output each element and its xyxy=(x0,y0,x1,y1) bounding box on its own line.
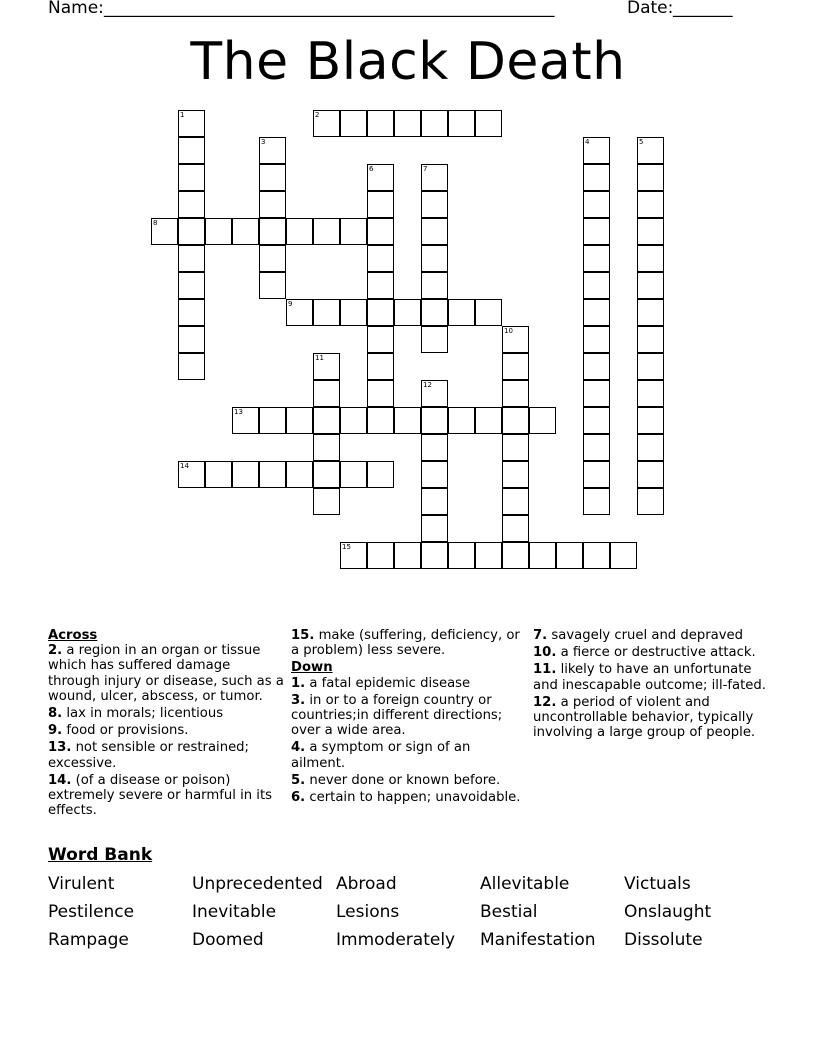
clue-number: 12 xyxy=(423,381,432,389)
crossword-cell[interactable] xyxy=(556,542,583,569)
crossword-cell[interactable] xyxy=(502,407,529,434)
word-bank-item: Allevitable xyxy=(480,874,570,894)
clue-number: 8 xyxy=(153,219,158,227)
crossword-cell[interactable] xyxy=(475,299,502,326)
clue-number: 11 xyxy=(315,354,324,362)
crossword-cell[interactable] xyxy=(637,407,664,434)
crossword-cell[interactable] xyxy=(340,218,367,245)
down-heading: Down xyxy=(291,660,333,676)
crossword-cell[interactable] xyxy=(178,326,205,353)
crossword-cell[interactable] xyxy=(583,272,610,299)
clue-down-1: 1. a fatal epidemic disease xyxy=(291,675,471,691)
crossword-cell[interactable] xyxy=(502,461,529,488)
crossword-cell[interactable] xyxy=(583,380,610,407)
crossword-cell[interactable] xyxy=(421,326,448,353)
crossword-cell[interactable] xyxy=(475,542,502,569)
crossword-cell[interactable] xyxy=(637,191,664,218)
word-bank-item: Victuals xyxy=(624,874,691,894)
crossword-cell[interactable] xyxy=(340,461,367,488)
crossword-cell[interactable] xyxy=(394,299,421,326)
crossword-cell[interactable] xyxy=(178,164,205,191)
crossword-cell[interactable] xyxy=(205,218,232,245)
crossword-cell[interactable] xyxy=(583,299,610,326)
clue-number: 1 xyxy=(180,111,185,119)
crossword-cell[interactable] xyxy=(367,407,394,434)
word-bank xyxy=(48,873,768,951)
crossword-cell[interactable] xyxy=(529,542,556,569)
crossword-cell[interactable] xyxy=(367,164,394,191)
clue-number: 2 xyxy=(315,111,320,119)
clue-down-6: 6. certain to happen; unavoidable. xyxy=(291,790,521,806)
crossword-cell[interactable] xyxy=(583,191,610,218)
crossword-cell[interactable] xyxy=(421,218,448,245)
crossword-cell[interactable] xyxy=(421,272,448,299)
crossword-cell[interactable] xyxy=(340,299,367,326)
crossword-cell[interactable] xyxy=(259,272,286,299)
crossword-cell[interactable] xyxy=(637,164,664,191)
crossword-cell[interactable] xyxy=(637,380,664,407)
crossword-cell[interactable] xyxy=(259,407,286,434)
crossword-cell[interactable] xyxy=(583,434,610,461)
crossword-cell[interactable] xyxy=(421,380,448,407)
clue-number: 10 xyxy=(504,327,513,335)
clue-across-14: 14. (of a disease or poison) extremely severe or harmful in its effects. xyxy=(48,772,272,819)
crossword-cell[interactable] xyxy=(421,191,448,218)
crossword-cell[interactable] xyxy=(178,137,205,164)
crossword-cell[interactable] xyxy=(583,218,610,245)
crossword-cell[interactable] xyxy=(259,218,286,245)
word-bank-title: Word Bank xyxy=(48,845,153,865)
crossword-cell[interactable] xyxy=(637,272,664,299)
clue-down-5: 5. never done or known before. xyxy=(291,772,501,788)
clue-down-7: 7. savagely cruel and depraved xyxy=(533,628,744,643)
clue-number: 6 xyxy=(369,165,374,173)
crossword-cell[interactable] xyxy=(313,110,340,137)
clue-number: 13 xyxy=(234,408,243,416)
clue-number: 9 xyxy=(288,300,293,308)
word-bank-item: Rampage xyxy=(48,930,129,950)
crossword-cell[interactable] xyxy=(367,461,394,488)
crossword-cell[interactable] xyxy=(394,407,421,434)
crossword-cell[interactable] xyxy=(259,191,286,218)
word-bank-item: Doomed xyxy=(192,930,264,950)
crossword-cell[interactable] xyxy=(286,299,313,326)
crossword-cell[interactable] xyxy=(151,218,178,245)
word-bank-item: Unprecedented xyxy=(192,874,323,894)
clue-number: 5 xyxy=(639,138,644,146)
crossword-cell[interactable] xyxy=(313,488,340,515)
crossword-cell[interactable] xyxy=(610,542,637,569)
crossword-cell[interactable] xyxy=(178,110,205,137)
clues-column-1 xyxy=(48,628,284,820)
crossword-cell[interactable] xyxy=(232,461,259,488)
crossword-cell[interactable] xyxy=(421,245,448,272)
name-field[interactable]: _____________________________________________________ xyxy=(104,0,555,18)
crossword-cell[interactable] xyxy=(313,434,340,461)
crossword-cell[interactable] xyxy=(637,299,664,326)
crossword-cell[interactable] xyxy=(286,407,313,434)
crossword-cell[interactable] xyxy=(448,110,475,137)
crossword-cell[interactable] xyxy=(502,353,529,380)
crossword-cell[interactable] xyxy=(367,191,394,218)
crossword-cell[interactable] xyxy=(205,461,232,488)
word-bank-item: Immoderately xyxy=(336,930,456,950)
crossword-cell[interactable] xyxy=(178,353,205,380)
crossword-cell[interactable] xyxy=(421,515,448,542)
crossword-cell[interactable] xyxy=(367,353,394,380)
crossword-cell[interactable] xyxy=(259,245,286,272)
crossword-cell[interactable] xyxy=(637,488,664,515)
clue-number: 7 xyxy=(423,165,428,173)
crossword-cell[interactable] xyxy=(637,434,664,461)
crossword-cell[interactable] xyxy=(367,272,394,299)
crossword-cell[interactable] xyxy=(367,380,394,407)
clue-across-8: 8. lax in morals; licentious xyxy=(48,706,224,722)
date-label: Date: xyxy=(627,0,674,18)
crossword-cell[interactable] xyxy=(421,164,448,191)
clue-down-12: 12. a period of violent and uncontrollable behavior, typically involving a large group of people. xyxy=(533,694,756,741)
crossword-cell[interactable] xyxy=(178,272,205,299)
word-bank-item: Manifestation xyxy=(480,930,596,950)
crossword-cell[interactable] xyxy=(637,218,664,245)
crossword-cell[interactable] xyxy=(313,407,340,434)
crossword-cell[interactable] xyxy=(448,299,475,326)
word-bank-item: Dissolute xyxy=(624,930,703,950)
clue-number: 15 xyxy=(342,543,351,551)
crossword-cell[interactable] xyxy=(502,542,529,569)
crossword-cell[interactable] xyxy=(367,218,394,245)
crossword-cell[interactable] xyxy=(313,218,340,245)
name-label: Name: xyxy=(48,0,104,18)
clue-down-11: 11. likely to have an unfortunate and inescapable outcome; ill-fated. xyxy=(533,662,766,693)
clues-column-3 xyxy=(533,628,767,742)
crossword-cell[interactable] xyxy=(259,137,286,164)
crossword-cell[interactable] xyxy=(583,407,610,434)
crossword-cell[interactable] xyxy=(583,461,610,488)
clues-column-2 xyxy=(291,628,523,807)
crossword-cell[interactable] xyxy=(637,245,664,272)
crossword-cell[interactable] xyxy=(583,353,610,380)
crossword-cell[interactable] xyxy=(394,110,421,137)
crossword-cell[interactable] xyxy=(313,353,340,380)
clue-number: 4 xyxy=(585,138,590,146)
crossword-cell[interactable] xyxy=(583,488,610,515)
crossword-cell[interactable] xyxy=(367,245,394,272)
crossword-cell[interactable] xyxy=(421,434,448,461)
across-heading: Across xyxy=(48,628,98,643)
crossword-cell[interactable] xyxy=(448,407,475,434)
word-bank-item: Abroad xyxy=(336,874,397,894)
clue-down-4: 4. a symptom or sign of an ailment. xyxy=(291,740,471,771)
crossword-cell[interactable] xyxy=(340,110,367,137)
crossword-cell[interactable] xyxy=(232,218,259,245)
word-bank-item: Virulent xyxy=(48,874,115,894)
crossword-cell[interactable] xyxy=(394,542,421,569)
crossword-cell[interactable] xyxy=(340,407,367,434)
crossword-cell[interactable] xyxy=(259,461,286,488)
clue-across-9: 9. food or provisions. xyxy=(48,723,189,739)
crossword-cell[interactable] xyxy=(583,164,610,191)
crossword-cell[interactable] xyxy=(178,299,205,326)
crossword-cell[interactable] xyxy=(367,326,394,353)
crossword-cell[interactable] xyxy=(637,326,664,353)
word-bank-item: Bestial xyxy=(480,902,538,922)
crossword-cell[interactable] xyxy=(637,353,664,380)
word-bank-item: Inevitable xyxy=(192,902,277,922)
crossword-cell[interactable] xyxy=(448,542,475,569)
crossword-cell[interactable] xyxy=(421,542,448,569)
clue-down-3: 3. in or to a foreign country or countries;in different directions; over a wide area. xyxy=(291,692,503,739)
crossword-cell[interactable] xyxy=(367,110,394,137)
crossword-cell[interactable] xyxy=(502,380,529,407)
crossword-cell[interactable] xyxy=(475,110,502,137)
crossword-cell[interactable] xyxy=(313,461,340,488)
crossword-cell[interactable] xyxy=(637,137,664,164)
page-title: The Black Death xyxy=(190,32,626,92)
crossword-cell[interactable] xyxy=(259,164,286,191)
crossword-cell[interactable] xyxy=(502,515,529,542)
crossword-cell[interactable] xyxy=(178,191,205,218)
clue-number: 3 xyxy=(261,138,266,146)
clue-down-10: 10. a fierce or destructive attack. xyxy=(533,645,756,661)
crossword-cell[interactable] xyxy=(421,461,448,488)
crossword-cell[interactable] xyxy=(232,407,259,434)
word-bank-item: Lesions xyxy=(336,902,400,922)
clue-across-2: 2. a region in an organ or tissue which has suffered damage through injury or disease, such as a wound, ulcer, abscess, or tumor. xyxy=(48,643,284,704)
crossword-cell[interactable] xyxy=(502,326,529,353)
crossword-cell[interactable] xyxy=(421,488,448,515)
crossword-cell[interactable] xyxy=(367,299,394,326)
date-field[interactable]: _______ xyxy=(673,0,733,18)
crossword-cell[interactable] xyxy=(583,326,610,353)
clue-number: 14 xyxy=(180,462,189,470)
word-bank-item: Pestilence xyxy=(48,902,135,922)
crossword-cell[interactable] xyxy=(502,434,529,461)
crossword-cell[interactable] xyxy=(313,380,340,407)
crossword-cell[interactable] xyxy=(313,299,340,326)
crossword-cell[interactable] xyxy=(421,407,448,434)
crossword-cell[interactable] xyxy=(637,461,664,488)
crossword-cell[interactable] xyxy=(421,299,448,326)
crossword-cell[interactable] xyxy=(502,488,529,515)
crossword-cell[interactable] xyxy=(178,218,205,245)
crossword-cell[interactable] xyxy=(583,137,610,164)
crossword-cell[interactable] xyxy=(286,218,313,245)
crossword-cell[interactable] xyxy=(286,461,313,488)
crossword-cell[interactable] xyxy=(178,461,205,488)
crossword-cell[interactable] xyxy=(583,245,610,272)
word-bank-item: Onslaught xyxy=(624,902,712,922)
clue-across-13: 13. not sensible or restrained; excessive. xyxy=(48,740,249,771)
crossword-cell[interactable] xyxy=(583,542,610,569)
clue-across-15: 15. make (suffering, deficiency, or a problem) less severe. xyxy=(291,628,520,659)
crossword-cell[interactable] xyxy=(475,407,502,434)
crossword-cell[interactable] xyxy=(340,542,367,569)
crossword-cell[interactable] xyxy=(367,542,394,569)
crossword-cell[interactable] xyxy=(529,407,556,434)
crossword-cell[interactable] xyxy=(421,110,448,137)
crossword-cell[interactable] xyxy=(178,245,205,272)
